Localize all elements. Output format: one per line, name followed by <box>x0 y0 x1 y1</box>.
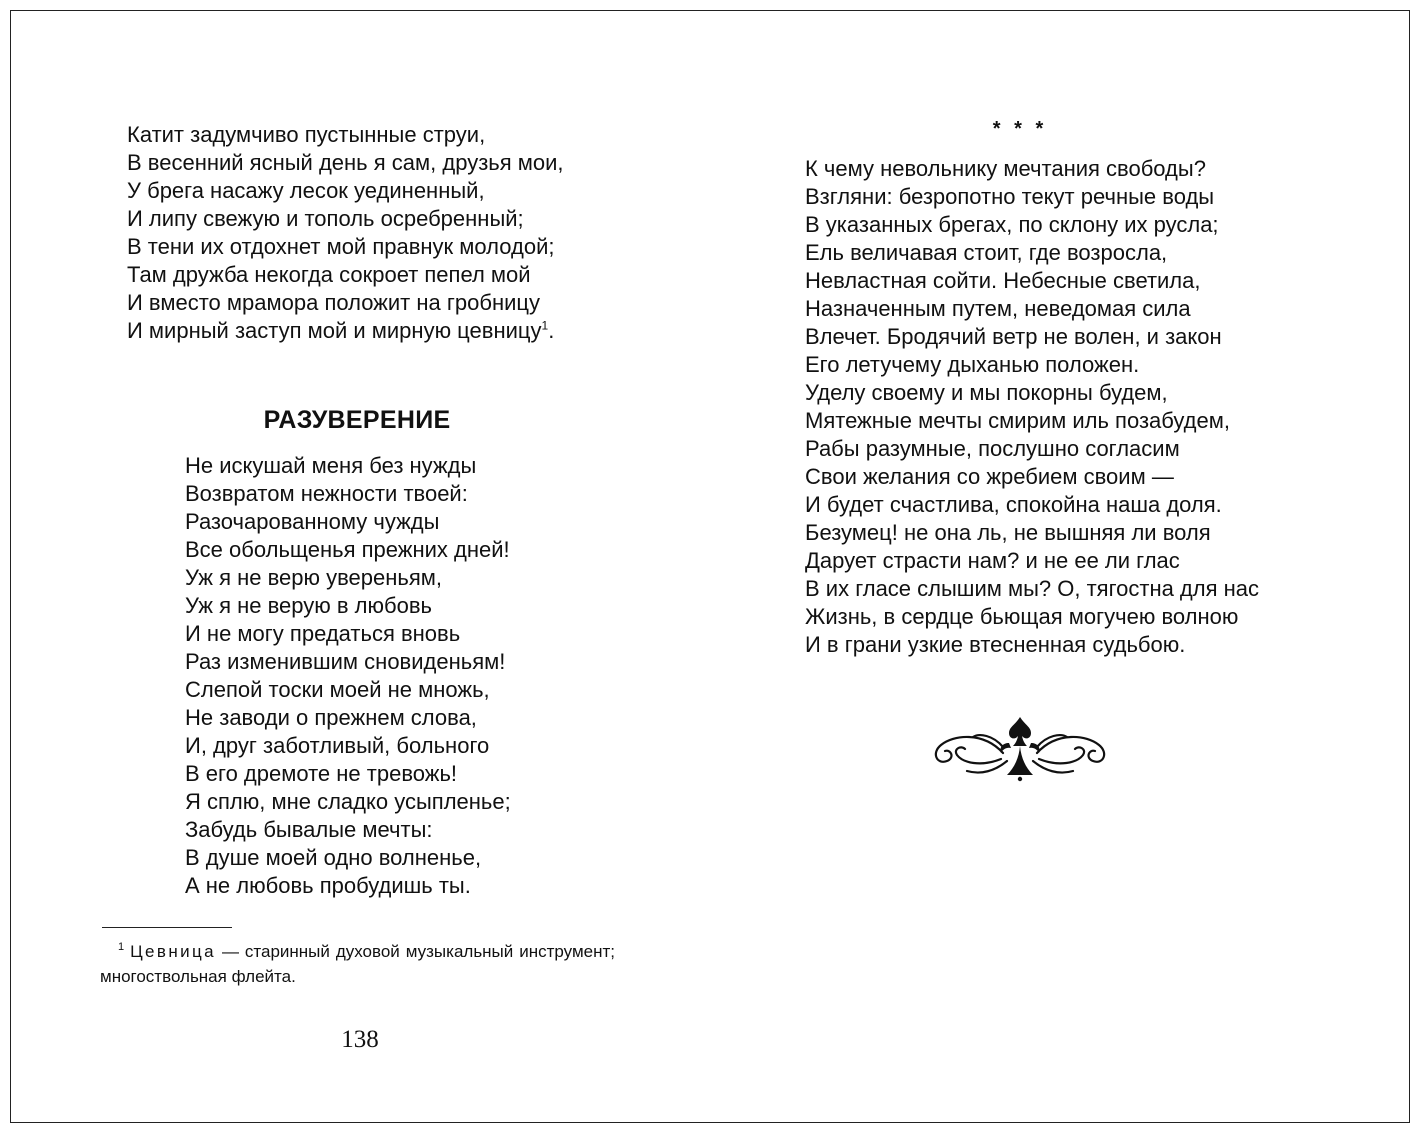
verse-line: К чему невольнику мечтания свободы? <box>805 156 1206 181</box>
verse-line: И в грани узкие втесненная судьбою. <box>805 632 1186 657</box>
stanza-lines <box>127 121 564 345</box>
verse-line: И будет счастлива, спокойна наша доля. <box>805 492 1222 517</box>
verse-line: И липу свежую и тополь осребренный; <box>127 206 524 231</box>
verse-line: Взгляни: безропотно текут речные воды <box>805 184 1215 209</box>
verse-line: Жизнь, в сердце бьющая могучею волною <box>805 604 1239 629</box>
verse-line: Назначенным путем, неведомая сила <box>805 296 1191 321</box>
right-poem-lines <box>805 155 1259 659</box>
verse-line: В весенний ясный день я сам, друзья мои, <box>127 150 564 175</box>
verse-line: Ель величавая стоит, где возросла, <box>805 240 1168 265</box>
verse-line: Свои желания со жребием своим — <box>805 464 1174 489</box>
verse-line: И, друг заботливый, больного <box>185 733 490 758</box>
footnote-marker: 1 <box>118 941 125 954</box>
poem-lines <box>185 452 511 900</box>
verse-line: Рабы разумные, послушно согласим <box>805 436 1180 461</box>
verse-line: Все обольщенья прежних дней! <box>185 537 510 562</box>
verse-line: У брега насажу лесок уединенный, <box>127 178 485 203</box>
footnote-divider <box>102 927 232 928</box>
verse-line: Уж я не верю увереньям, <box>185 565 443 590</box>
verse-line: Слепой тоски моей не множь, <box>185 677 490 702</box>
page-number: 138 <box>341 1026 379 1053</box>
verse-line: В их гласе слышим мы? О, тягостна для нас <box>805 576 1260 601</box>
verse-line: В тени их отдохнет мой правнук молодой; <box>127 234 555 259</box>
verse-line: Там дружба некогда сокроет пепел мой <box>127 262 531 287</box>
verse-line: Безумец! не она ль, не вышняя ли воля <box>805 520 1211 545</box>
verse-line: Уделу своему и мы покорны будем, <box>805 380 1168 405</box>
section-separator: * * * <box>992 118 1048 140</box>
footnote-text: — старинный духовой музыкальный инструмент; многоствольная флейта. <box>100 942 615 986</box>
verse-line <box>127 317 564 345</box>
verse-line-end: . <box>548 318 555 343</box>
poem-title: РАЗУВЕРЕНИЕ <box>263 406 451 434</box>
verse-line: А не любовь пробудишь ты. <box>185 873 471 898</box>
verse-line: Уж я не верую в любовь <box>185 593 432 618</box>
verse-line: Катит задумчиво пустынные струи, <box>127 122 486 147</box>
verse-line: Я сплю, мне сладко усыпленье; <box>185 789 511 814</box>
ornament-vignette-icon <box>923 713 1117 783</box>
verse-line: Влечет. Бродячий ветр не волен, и закон <box>805 324 1222 349</box>
verse-line: Его летучему дыханью положен. <box>805 352 1140 377</box>
verse-line: Возвратом нежности твоей: <box>185 481 468 506</box>
verse-line: В душе моей одно волненье, <box>185 845 482 870</box>
verse-line: Забудь бывалые мечты: <box>185 817 433 842</box>
verse-line: Не заводи о прежнем слова, <box>185 705 477 730</box>
verse-line: В указанных брегах, по склону их русла; <box>805 212 1219 237</box>
verse-line: Раз изменившим сновиденьям! <box>185 649 506 674</box>
verse-line: И не могу предаться вновь <box>185 621 461 646</box>
footnote-reference[interactable]: 1 <box>541 318 549 333</box>
verse-line-text: И мирный заступ мой и мирную цевницу <box>127 318 542 343</box>
verse-line: Дарует страсти нам? и не ее ли глас <box>805 548 1180 573</box>
verse-line: Невластная сойти. Небесные светила, <box>805 268 1201 293</box>
verse-line: В его дремоте не тревожь! <box>185 761 458 786</box>
footnote <box>100 939 615 989</box>
verse-line: Не искушай меня без нужды <box>185 453 477 478</box>
footnote-term: Цевница <box>130 942 217 961</box>
verse-line: Мятежные мечты смирим иль позабудем, <box>805 408 1230 433</box>
verse-line: И вместо мрамора положит на гробницу <box>127 290 541 315</box>
verse-line: Разочарованному чужды <box>185 509 440 534</box>
